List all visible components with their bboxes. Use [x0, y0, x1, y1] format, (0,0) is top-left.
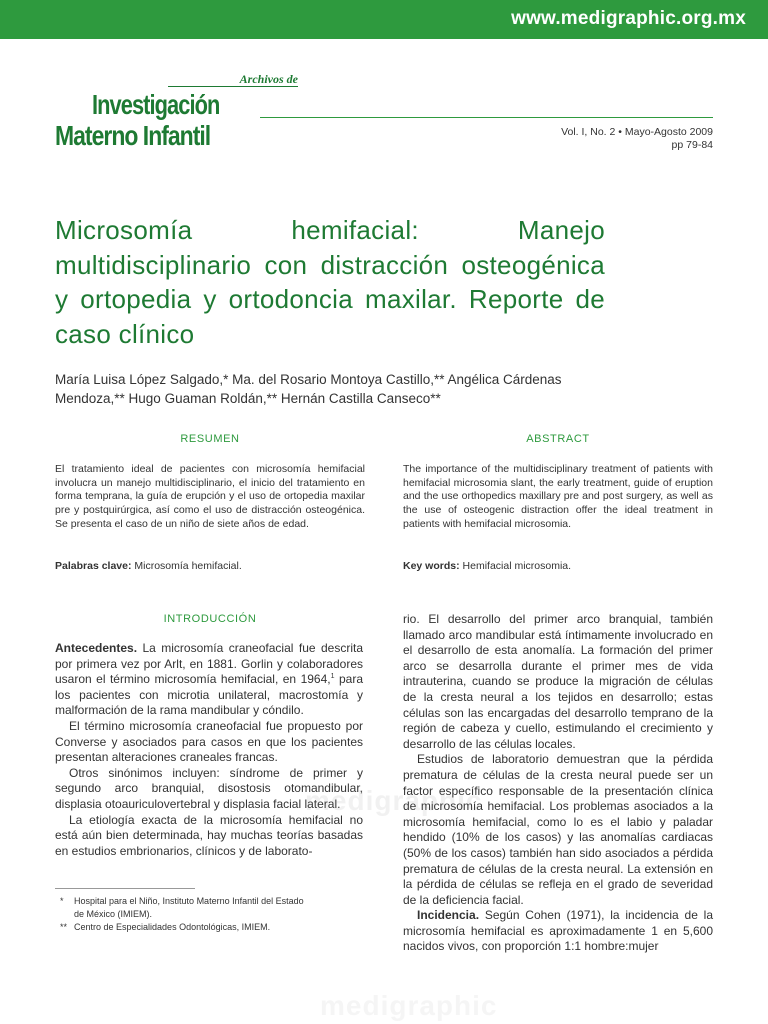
- footnote-1-cont: de México (IMIEM).: [74, 908, 153, 919]
- journal-logo-line2: Materno Infantil: [55, 120, 211, 151]
- website-url[interactable]: www.medigraphic.org.mx: [511, 8, 746, 29]
- footnote-2: [60, 922, 360, 934]
- footnote-rule: [55, 888, 195, 889]
- article-title: Microsomía hemifacial: Manejo multidisciplinario con distracción osteogénica y ortopedia y ortodoncia maxilar. Reporte de caso clínico: [55, 215, 605, 349]
- footnote-text: Hospital para el Niño, Instituto Materno Infantil del Estado: [74, 896, 304, 906]
- authors-line-2: Mendoza,** Hugo Guaman Roldán,** Hernán Castilla Canseco**: [55, 390, 441, 406]
- paragraph-antecedentes: [55, 641, 363, 719]
- resumen-keywords: [55, 560, 242, 572]
- paragraph: El término microsomía craneofacial fue propuesto por Converse y asociados para casos en que los pacientes presentan alteraciones craneales francas.: [55, 718, 363, 765]
- authors-line-1: María Luisa López Salgado,* Ma. del Rosario Montoya Castillo,** Angélica Cárdenas: [55, 372, 562, 387]
- paragraph-text: para los pacientes con microtia unilateral, macrostomía y malformación de la rama mandibular y cóndilo.: [55, 672, 364, 718]
- right-column: [403, 612, 713, 955]
- abstract-heading: ABSTRACT: [526, 433, 590, 445]
- volume-info: [561, 126, 713, 152]
- incidencia-label: Incidencia.: [417, 908, 480, 923]
- keywords-label: Palabras clave:: [55, 560, 132, 572]
- paragraph: rio. El desarrollo del primer arco branquial, también llamado arco mandibular está íntimamente involucrado en el desarrollo de esta anomalía. La formación del primer arco se desarrolla durante el primer mes de vida intrauterina, cuando se produce la migración de células de la cresta neural a los tejidos en desarrollo; estas células son las encargadas del desarrollo temprano de la región de cabeza y cuello, estimulando el crecimiento y desarrollo de las células locales.: [403, 612, 713, 751]
- header-rule: [260, 117, 713, 118]
- footnote-mark: *: [60, 896, 64, 906]
- keywords-value: Microsomía hemifacial.: [134, 560, 242, 572]
- intro-heading: INTRODUCCIÓN: [163, 613, 257, 625]
- footnotes: [60, 896, 360, 934]
- citation-ref: 1: [330, 673, 335, 681]
- abstract-text: The importance of the multidisciplinary treatment of patients with hemifacial microsomia slant, the early treatment, guide of eruption and the use orthopedics maxillary pre and post surgery, as well as the use of osteogenic distraction offer the ideal treatment in patients with hemifacial microsomia.: [403, 463, 713, 530]
- article-authors: [55, 371, 655, 408]
- journal-logo-line1: Investigación: [92, 89, 220, 120]
- paragraph: La etiología exacta de la microsomía hemifacial no está aún bien determinada, hay muchas teorías basadas en estudios embrionarios, clínicos y de laborato-: [55, 812, 363, 858]
- paragraph-incidencia: [403, 908, 713, 955]
- paragraph-text: Según Cohen (1971), la incidencia de la microsomía hemifacial es aproximadamente 1 en 5,600 nacidos vivos, con proporción 1:1 hombre:mujer: [403, 908, 713, 954]
- antecedentes-label: Antecedentes.: [55, 641, 138, 655]
- footnote-1: [60, 896, 360, 908]
- volume-issue: Vol. I, No. 2 • Mayo-Agosto 2009: [561, 126, 713, 138]
- key-words-label: Key words:: [403, 560, 460, 572]
- resumen-text: El tratamiento ideal de pacientes con microsomía hemifacial involucra un manejo multidisciplinario, el inicio del tratamiento en forma temprana, la guía de erupción y el uso de ortopedia maxilar pre y postquirúrgica, así como el uso de distracción osteogénica. Se presenta el caso de un niño de siete años de edad.: [55, 463, 365, 530]
- watermark: medigraphic: [305, 785, 483, 816]
- paragraph: Otros sinónimos incluyen: síndrome de primer y segundo arco branquial, disostosis otomandibular, displasia otoauriculovertebral y displasia facial lateral.: [55, 765, 363, 811]
- footnote-mark: **: [60, 921, 68, 932]
- resumen-heading: RESUMEN: [180, 433, 240, 445]
- page-range: pp 79-84: [671, 139, 713, 151]
- paragraph-text: La microsomía craneofacial fue descrita por primera vez por Arlt, en 1881. Gorlin y colaboradores usaron el término microsomía hemifacial, en 1964,: [55, 641, 363, 687]
- left-column: [55, 641, 363, 859]
- abstract-keywords: [403, 560, 571, 572]
- journal-logo-archivos: Archivos de: [168, 72, 298, 87]
- paragraph: Estudios de laboratorio demuestran que la pérdida prematura de células de la cresta neural puede ser un factor específico responsable de la presentación clínica de microsomía hemifacial. Los problemas asociados a la microsomía hemifacial, como lo es el labio y paladar hendido (10% de los casos) y las anomalías cardiacas (50% de los casos) también han sido asociados a pérdida prematura de células de la cresta neural. La extensión en la pérdida de células se refleja en el grado de severidad de la deficiencia facial.: [403, 752, 713, 907]
- key-words-value: Hemifacial microsomia.: [462, 560, 572, 572]
- watermark: medigraphic: [320, 990, 498, 1021]
- top-banner: [0, 0, 768, 39]
- footnote-text: Centro de Especialidades Odontológicas, IMIEM.: [74, 921, 271, 932]
